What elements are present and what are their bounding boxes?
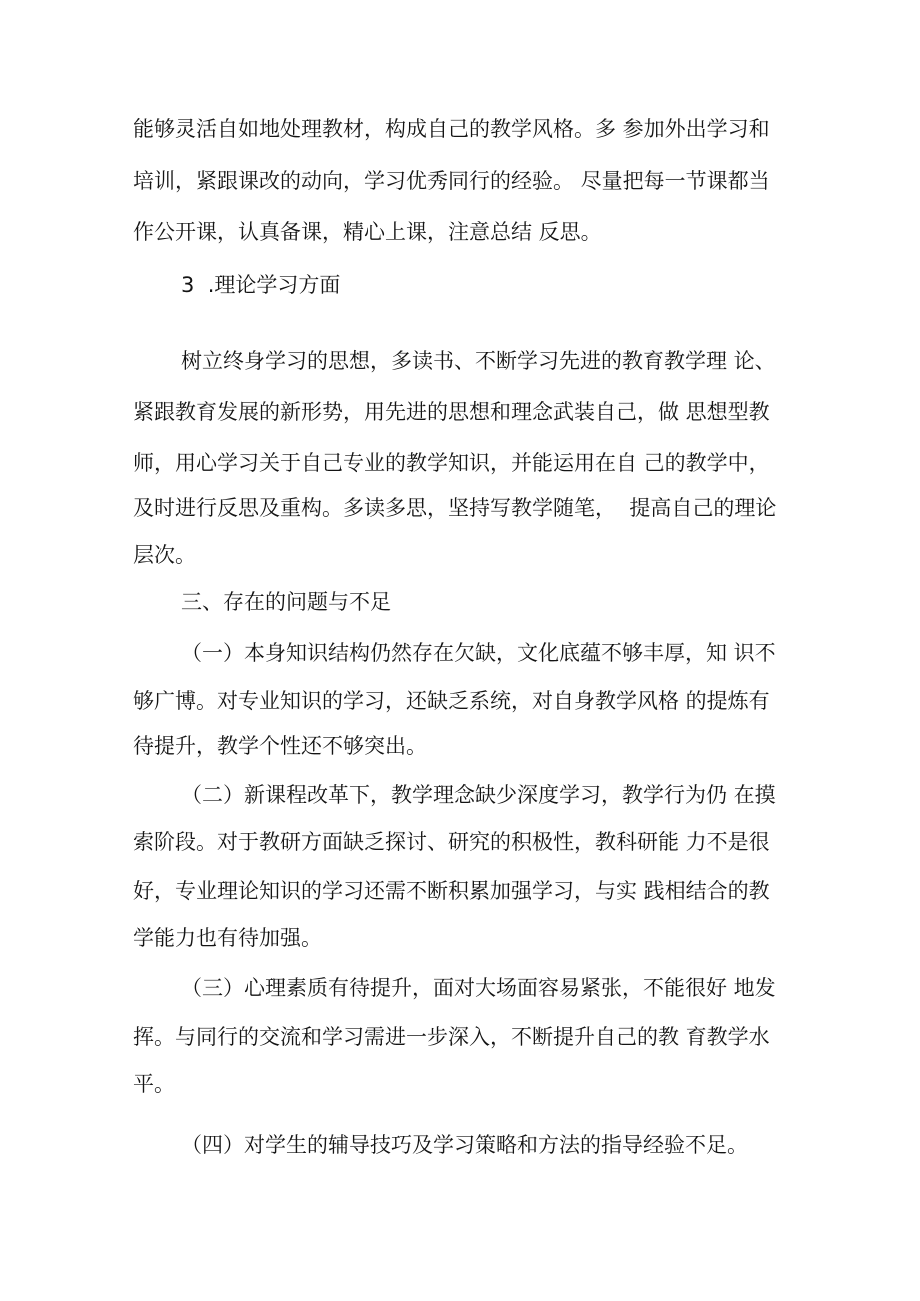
text-line: 紧跟教育发展的新形势，用先进的思想和理念武装自己，做 思想型教 xyxy=(133,400,770,424)
text-line: （一）本身知识结构仍然存在欠缺，文化底蕴不够丰厚，知 识不 xyxy=(181,641,776,665)
text-line: 能够灵活自如地处理教材，构成自己的教学风格。多 参加外出学习和 xyxy=(133,117,770,141)
text-line: 够广博。对专业知识的学习，还缺乏系统，对自身教学风格 的提炼有 xyxy=(133,689,770,713)
text-line: 索阶段。对于教研方面缺乏探讨、研究的积极性，教科研能 力不是很 xyxy=(133,830,770,854)
text-line: （三）心理素质有待提升，面对大场面容易紧张，不能很好 地发 xyxy=(181,976,776,1000)
section-heading: 3 .理论学习方面 xyxy=(181,273,341,297)
text-line: 及时进行反思及重构。多读多思，坚持写教学随笔， 提高自己的理论 xyxy=(133,496,777,520)
text-line: 师，用心学习关于自己专业的教学知识，并能运用在自 己的教学中， xyxy=(133,451,770,475)
text-line: 好，专业理论知识的学习还需不断积累加强学习，与实 践相结合的教 xyxy=(133,879,770,903)
text-line: 层次。 xyxy=(133,543,196,567)
text-line: （二）新课程改革下，教学理念缺少深度学习，教学行为仍 在摸 xyxy=(181,783,776,807)
text-line: 平。 xyxy=(133,1072,175,1096)
section-heading: 三、存在的问题与不足 xyxy=(181,590,391,614)
text-line: 树立终身学习的思想，多读书、不断学习先进的教育教学理 论、 xyxy=(181,349,776,373)
text-line: （四）对学生的辅导技巧及学习策略和方法的指导经验不足。 xyxy=(181,1133,748,1157)
text-line: 挥。与同行的交流和学习需进一步深入，不断提升自己的教 育教学水 xyxy=(133,1025,770,1049)
text-line: 作公开课，认真备课，精心上课，注意总结 反思。 xyxy=(133,220,602,244)
text-line: 学能力也有待加强。 xyxy=(133,926,322,950)
text-line: 待提升，教学个性还不够突出。 xyxy=(133,734,427,758)
text-line: 培训，紧跟课改的动向，学习优秀同行的经验。 尽量把每一节课都当 xyxy=(133,169,770,193)
